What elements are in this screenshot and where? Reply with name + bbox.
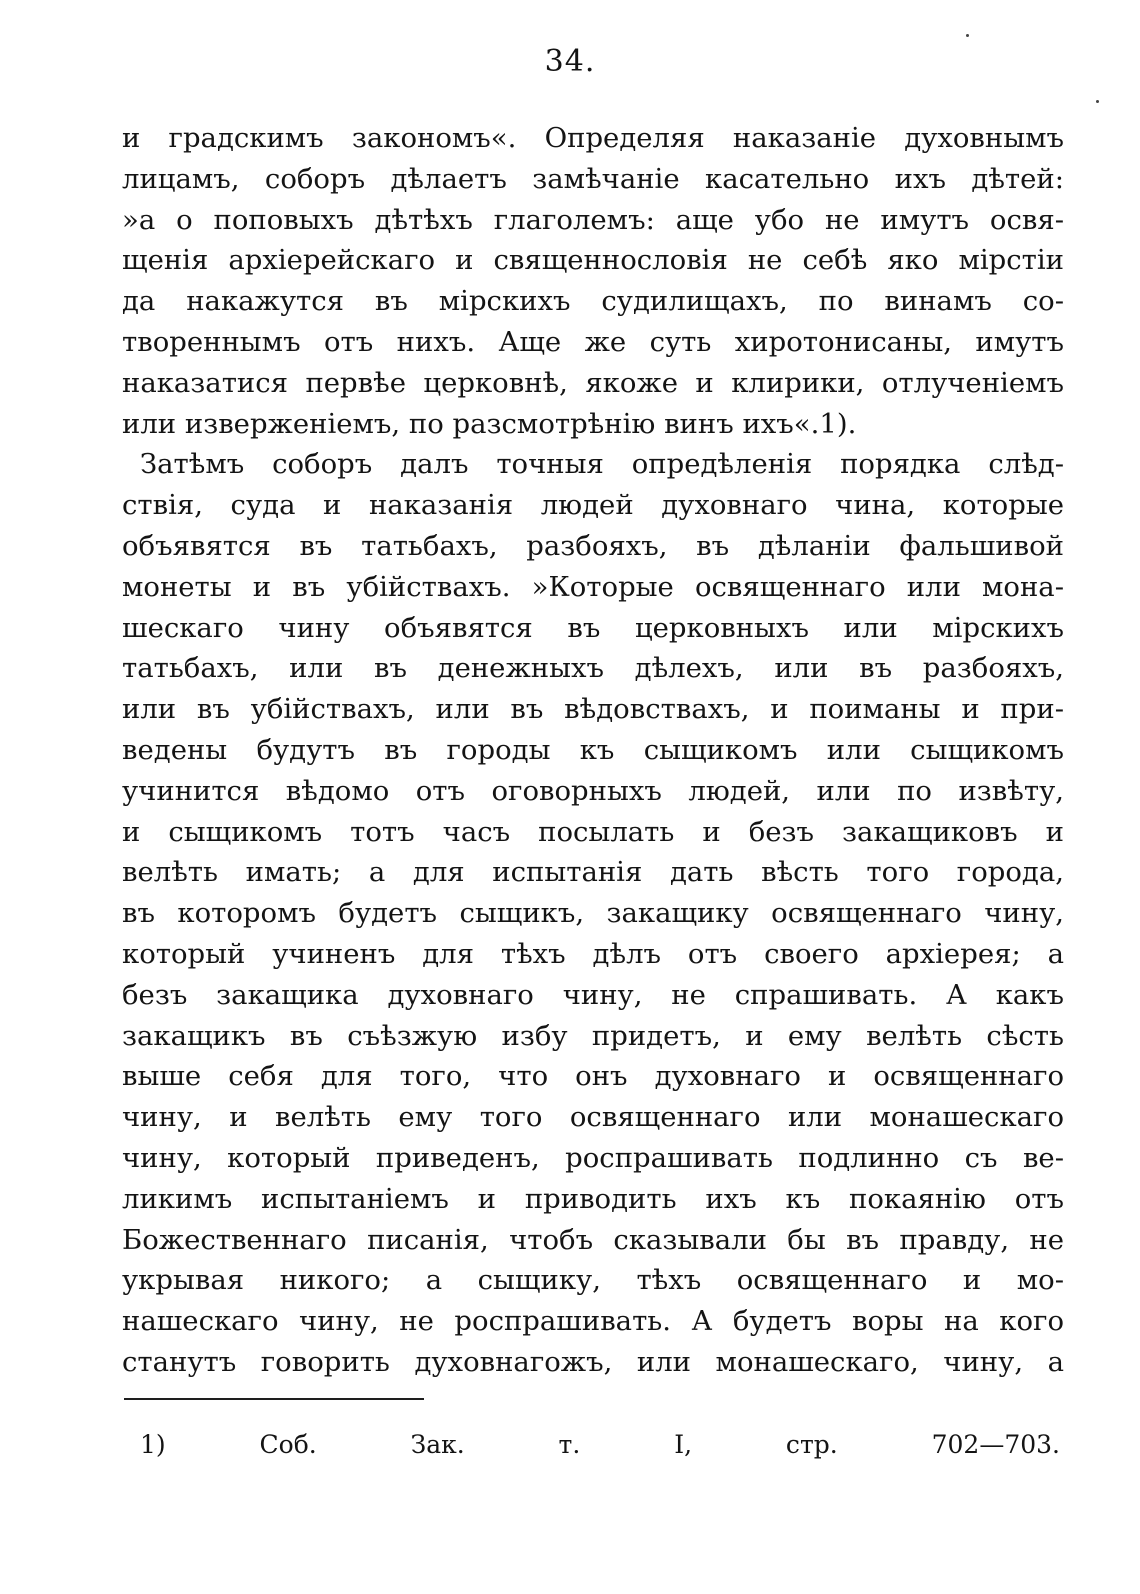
text-line: укрывая никого; а сыщику, тѣхъ освященнаго и мо-: [122, 1264, 1064, 1297]
text-line: или въ убійствахъ, или въ вѣдовствахъ, и поиманы и при-: [122, 693, 1064, 726]
text-line: »а о поповыхъ дѣтѣхъ глаголемъ: аще убо не имутъ освя-: [122, 203, 1064, 236]
text-line: шескаго чину объявятся въ церковныхъ или мірскихъ: [122, 611, 1064, 644]
text-line: щенія архіерейскаго и священнословія не себѣ яко мірстіи: [122, 244, 1064, 277]
text-line: который учиненъ для тѣхъ дѣлъ отъ своего архіерея; а: [122, 937, 1064, 970]
text-line: твореннымъ отъ нихъ. Аще же суть хиротонисаны, имутъ: [122, 325, 1064, 358]
text-line: наказатися первѣе церковнѣ, якоже и клирики, отлученіемъ: [122, 366, 1064, 399]
text-line: лицамъ, соборъ дѣлаетъ замѣчаніе касательно ихъ дѣтей:: [122, 162, 1064, 195]
text-line: выше себя для того, что онъ духовнаго и освященнаго: [122, 1060, 1064, 1093]
scan-speck: [966, 34, 969, 37]
text-line: или изверженіемъ, по разсмотрѣнію винъ ихъ«.1).: [122, 407, 857, 440]
text-line: и сыщикомъ тотъ часъ посылать и безъ закащиковъ и: [122, 815, 1064, 848]
text-line: въ которомъ будетъ сыщикъ, закащику освященнаго чину,: [122, 897, 1064, 930]
body-text: [122, 118, 1064, 1383]
text-line: объявятся въ татьбахъ, разбояхъ, въ дѣланіи фальшивой: [122, 529, 1064, 562]
text-line: монеты и въ убійствахъ. »Которые освященнаго или мона-: [122, 570, 1064, 603]
text-line: велѣть имать; а для испытанія дать вѣсть того города,: [122, 856, 1064, 889]
text-line: нашескаго чину, не роспрашивать. А будетъ воры на кого: [122, 1305, 1064, 1338]
text-line: ведены будутъ въ городы къ сыщикомъ или сыщикомъ: [122, 733, 1064, 766]
text-line: закащикъ въ съѣзжую избу придетъ, и ему велѣть сѣсть: [122, 1019, 1064, 1052]
text-line: и градскимъ закономъ«. Определяя наказаніе духовнымъ: [122, 122, 1064, 154]
text-line: станутъ говорить духовнагожъ, или монашескаго, чину, а: [122, 1345, 1064, 1378]
text-line: татьбахъ, или въ денежныхъ дѣлехъ, или въ разбояхъ,: [122, 652, 1064, 685]
scan-speck: [1096, 100, 1099, 103]
text-line: чину, и велѣть ему того освященнаго или монашескаго: [122, 1101, 1064, 1134]
text-line: учинится вѣдомо отъ оговорныхъ людей, или по извѣту,: [122, 774, 1064, 807]
footnote: 1) Соб. Зак. т. I, стр. 702—703.: [140, 1430, 1060, 1459]
text-line: ствія, суда и наказанія людей духовнаго чина, которые: [122, 489, 1064, 522]
text-line: да накажутся въ мірскихъ судилищахъ, по винамъ со-: [122, 285, 1064, 318]
text-line: чину, который приведенъ, роспрашивать подлинно съ ве-: [122, 1141, 1064, 1174]
text-line: безъ закащика духовнаго чину, не спрашивать. А какъ: [122, 978, 1064, 1011]
text-line: Божественнаго писанія, чтобъ сказывали бы въ правду, не: [122, 1223, 1064, 1256]
text-line: Затѣмъ соборъ далъ точныя опредѣленія порядка слѣд-: [140, 448, 1064, 481]
page-number: 34.: [544, 44, 596, 79]
footnote-divider: [124, 1398, 424, 1400]
text-line: ликимъ испытаніемъ и приводить ихъ къ покаянію отъ: [122, 1182, 1064, 1215]
